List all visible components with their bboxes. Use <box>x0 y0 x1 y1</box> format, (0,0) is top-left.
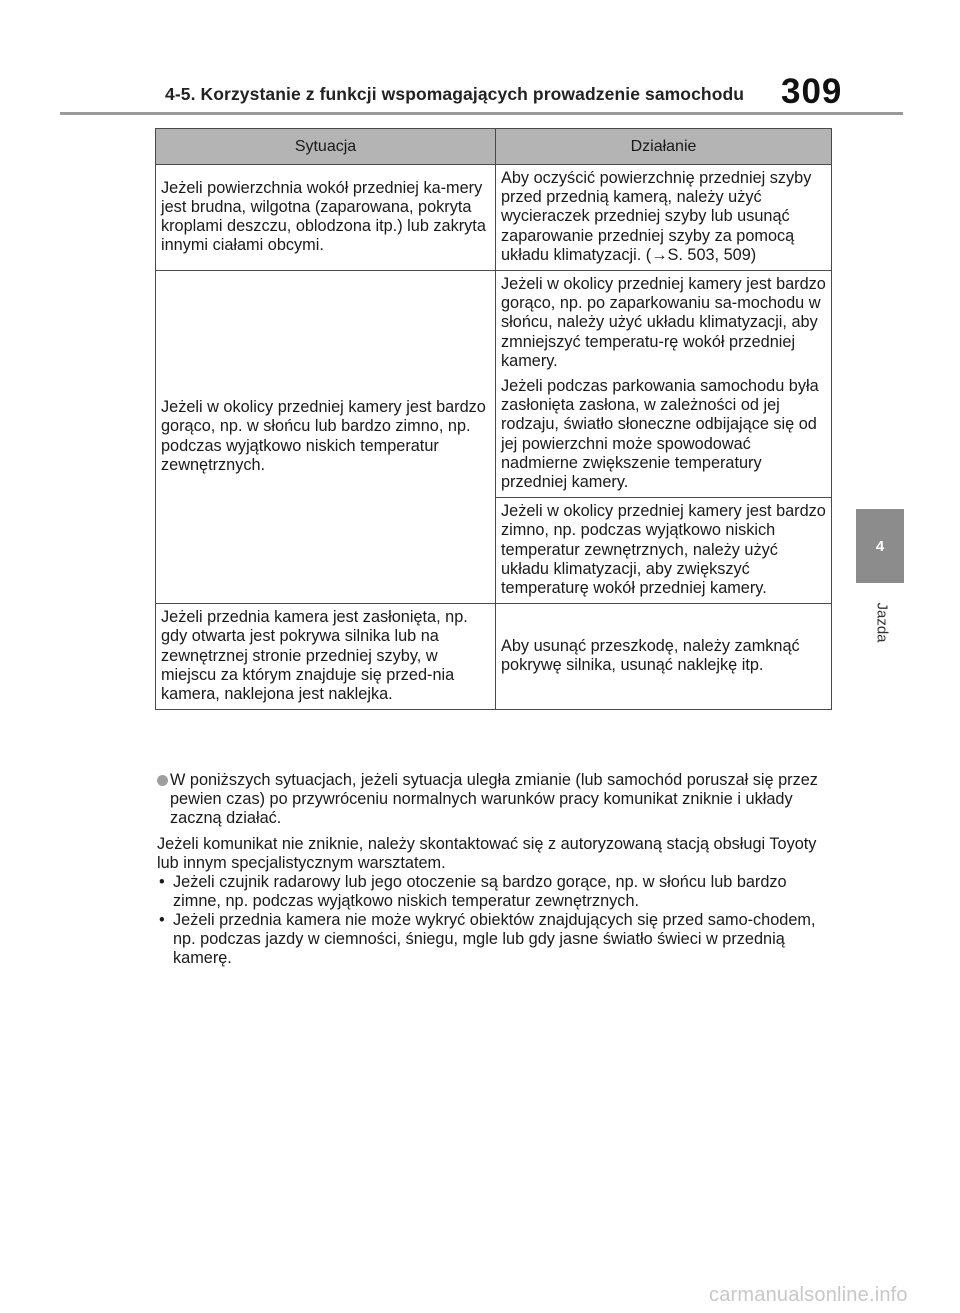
page-number: 309 <box>781 72 843 111</box>
list-item-text: Jeżeli przednia kamera nie może wykryć obiektów znajdujących się przed samo-chodem, np. podczas jazdy w ciemności, śniegu, mgle lub gdy jasne światło świeci w przednią kamerę. <box>173 911 816 967</box>
list-item-text: Jeżeli czujnik radarowy lub jego otoczenie są bardzo gorące, np. w słońcu lub bardzo zimne, np. podczas wyjątkowo niskich temperatur zewnętrznych. <box>173 873 787 910</box>
body-paragraph: Jeżeli komunikat nie zniknie, należy skontaktować się z autoryzowaną stacją obsługi Toyoty lub innym specjalistycznym warsztatem. <box>157 835 817 872</box>
list-item <box>157 873 837 911</box>
circle-bullet-icon <box>157 775 168 786</box>
action-text: Jeżeli podczas parkowania samochodu była zasłonięta zasłona, w zależności od jej rodzaju, światło słoneczne odbijające się od jej powierzchni może spowodować nadmierne zwiększenie temperatury przedniej kamery. <box>501 377 819 492</box>
action-cell <box>496 271 832 498</box>
action-cell: Jeżeli w okolicy przedniej kamery jest bardzo zimno, np. podczas wyjątkowo niskich temperatur zewnętrznych, należy użyć układu klimatyzacji, aby zwiększyć temperaturę wokół przedniej kamery. <box>496 498 832 604</box>
bullet-dot-icon: • <box>159 873 165 891</box>
table-row <box>156 271 832 498</box>
chapter-tab <box>856 509 904 583</box>
page-header <box>0 0 960 114</box>
chapter-label-text: Jazda <box>873 601 891 643</box>
chapter-number: 4 <box>875 537 885 555</box>
page-body <box>157 771 837 968</box>
table-row <box>156 604 832 710</box>
chapter-label <box>872 592 892 652</box>
section-title: 4-5. Korzystanie z funkcji wspomagających prowadzenie samochodu <box>165 84 745 104</box>
bullet-list <box>157 873 837 968</box>
column-header-situation: Sytuacja <box>156 129 496 165</box>
situation-cell: Jeżeli powierzchnia wokół przedniej ka-mery jest brudna, wilgotna (zaparowana, pokryta kroplami deszczu, oblodzona itp.) lub zakryta innymi ciałami obcymi. <box>156 165 496 271</box>
table-header-row <box>156 129 832 165</box>
note-text: W poniższych sytuacjach, jeżeli sytuacja uległa zmianie (lub samochód poruszał się przez pewien czas) po przywróceniu normalnych warunków pracy komunikat zniknie i układy zaczną działać. <box>170 771 818 827</box>
header-divider <box>60 112 903 115</box>
situation-cell: Jeżeli w okolicy przedniej kamery jest bardzo gorąco, np. w słońcu lub bardzo zimno, np. podczas wyjątkowo niskich temperatur zewnętrznych. <box>156 271 496 604</box>
watermark: carmanualsonline.info <box>709 1284 908 1306</box>
situation-action-table <box>155 128 832 710</box>
action-text: Jeżeli w okolicy przedniej kamery jest bardzo gorąco, np. po zaparkowaniu sa-mochodu w słońcu, należy użyć układu klimatyzacji, aby zmniejszyć temperatu-rę wokół przedniej kamery. <box>501 275 826 370</box>
action-cell: Aby usunąć przeszkodę, należy zamknąć pokrywę silnika, usunąć naklejkę itp. <box>496 604 832 710</box>
list-item <box>157 911 837 968</box>
bullet-dot-icon: • <box>159 911 165 929</box>
column-header-action: Działanie <box>496 129 832 165</box>
table-row <box>156 165 832 271</box>
situation-cell: Jeżeli przednia kamera jest zasłonięta, np. gdy otwarta jest pokrywa silnika lub na zewnętrznej stronie przedniej szyby, w miejscu za którym znajduje się przed-nia kamera, naklejona jest naklejka. <box>156 604 496 710</box>
action-cell: Aby oczyścić powierzchnię przedniej szyby przed przednią kamerą, należy użyć wycieraczek przedniej szyby lub usunąć zaparowanie przedniej szyby za pomocą układu klimatyzacji. (→S. 503, 509) <box>496 165 832 271</box>
note-paragraph <box>157 771 837 828</box>
